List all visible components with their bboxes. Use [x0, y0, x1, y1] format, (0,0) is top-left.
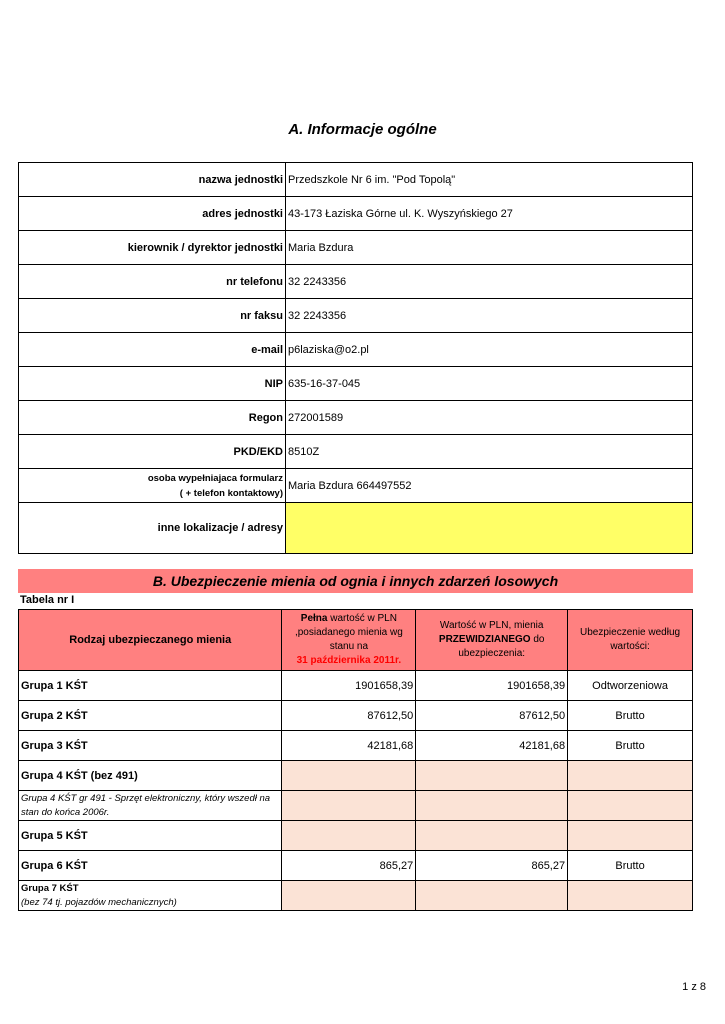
header-asset-type: Rodzaj ubezpieczanego mienia — [19, 610, 282, 671]
row-name-note: (bez 74 tj. pojazdów mechanicznych) — [21, 896, 177, 908]
header-full-bold: Pełna — [300, 613, 328, 624]
info-label: nr telefonu — [19, 265, 286, 299]
section-a-title: A. Informacje ogólne — [288, 121, 437, 138]
row-insured-value[interactable] — [416, 881, 568, 911]
table-label: Tabela nr I — [20, 594, 75, 606]
info-label: Regon — [19, 401, 286, 435]
row-name: Grupa 5 KŚT — [19, 821, 282, 851]
info-label: inne lokalizacje / adresy — [19, 503, 286, 554]
header-full-value — [282, 610, 416, 671]
info-value: p6laziska@o2.pl — [286, 333, 693, 367]
info-value-input[interactable] — [286, 503, 693, 554]
row-insured-value[interactable]: 1901658,39 — [416, 671, 568, 701]
row-insured-value[interactable] — [416, 791, 568, 821]
header-insured-post: do ubezpieczenia: — [458, 634, 545, 659]
info-value: Maria Bzdura 664497552 — [286, 469, 693, 503]
info-label: adres jednostki — [19, 197, 286, 231]
row-basis[interactable]: Brutto — [568, 851, 693, 881]
info-label: e-mail — [19, 333, 286, 367]
table-row — [19, 761, 693, 791]
row-basis[interactable]: Odtworzeniowa — [568, 671, 693, 701]
row-full-value[interactable] — [282, 791, 416, 821]
row-basis[interactable]: Brutto — [568, 701, 693, 731]
row-insured-value[interactable] — [416, 761, 568, 791]
info-value: 32 2243356 — [286, 299, 693, 333]
info-label: NIP — [19, 367, 286, 401]
assets-table — [18, 609, 693, 911]
table-row — [19, 881, 693, 911]
row-name: Grupa 4 KŚT gr 491 - Sprzęt elektroniczny, który wszedł na stan do końca 2006r. — [19, 791, 282, 821]
row-insured-value[interactable]: 42181,68 — [416, 731, 568, 761]
info-value: Maria Bzdura — [286, 231, 693, 265]
table-row — [19, 671, 693, 701]
table-row — [19, 821, 693, 851]
header-basis: Ubezpieczenie według wartości: — [568, 610, 693, 671]
info-label-line: osoba wypełniajaca formularz — [147, 472, 283, 484]
row-basis[interactable] — [568, 881, 693, 911]
info-row — [19, 435, 693, 469]
row-basis[interactable] — [568, 761, 693, 791]
row-full-value[interactable] — [282, 881, 416, 911]
page-number: 1 z 8 — [682, 981, 706, 993]
assets-header-row — [19, 610, 693, 671]
row-name — [19, 881, 282, 911]
info-row — [19, 333, 693, 367]
row-insured-value[interactable]: 87612,50 — [416, 701, 568, 731]
row-name-line: Grupa 7 KŚT — [21, 882, 79, 894]
info-row — [19, 197, 693, 231]
info-label: nazwa jednostki — [19, 163, 286, 197]
info-label: kierownik / dyrektor jednostki — [19, 231, 286, 265]
row-insured-value[interactable] — [416, 821, 568, 851]
info-label-line: ( + telefon kontaktowy) — [179, 487, 283, 499]
info-row — [19, 367, 693, 401]
general-info-table — [18, 162, 693, 554]
info-value: 635-16-37-045 — [286, 367, 693, 401]
info-row — [19, 503, 693, 554]
row-name: Grupa 3 KŚT — [19, 731, 282, 761]
info-row — [19, 265, 693, 299]
info-row — [19, 469, 693, 503]
table-row — [19, 731, 693, 761]
row-basis[interactable] — [568, 791, 693, 821]
row-basis[interactable]: Brutto — [568, 731, 693, 761]
info-value: 272001589 — [286, 401, 693, 435]
table-row — [19, 851, 693, 881]
row-name: Grupa 4 KŚT (bez 491) — [19, 761, 282, 791]
info-row — [19, 401, 693, 435]
header-insured-bold: PRZEWIDZIANEGO — [438, 634, 531, 645]
header-insured-pre: Wartość w PLN, mienia — [439, 620, 544, 631]
table-row — [19, 701, 693, 731]
row-full-value[interactable]: 865,27 — [282, 851, 416, 881]
section-b-title: B. Ubezpieczenie mienia od ognia i innych zdarzeń losowych — [18, 569, 693, 593]
info-label: PKD/EKD — [19, 435, 286, 469]
info-label — [19, 469, 286, 503]
row-name: Grupa 6 KŚT — [19, 851, 282, 881]
info-value: Przedszkole Nr 6 im. "Pod Topolą" — [286, 163, 693, 197]
row-name: Grupa 2 KŚT — [19, 701, 282, 731]
table-row — [19, 791, 693, 821]
row-full-value[interactable]: 1901658,39 — [282, 671, 416, 701]
row-full-value[interactable]: 87612,50 — [282, 701, 416, 731]
row-full-value[interactable] — [282, 821, 416, 851]
header-full-date: 31 października 2011r. — [296, 655, 402, 666]
row-basis[interactable] — [568, 821, 693, 851]
info-row — [19, 231, 693, 265]
info-row — [19, 299, 693, 333]
info-row — [19, 163, 693, 197]
row-full-value[interactable]: 42181,68 — [282, 731, 416, 761]
header-full-text: wartość w PLN ,posiadanego mienia wg stanu na — [294, 613, 403, 652]
row-full-value[interactable] — [282, 761, 416, 791]
header-insured-value — [416, 610, 568, 671]
info-value: 32 2243356 — [286, 265, 693, 299]
row-insured-value[interactable]: 865,27 — [416, 851, 568, 881]
info-value: 43-173 Łaziska Górne ul. K. Wyszyńskiego 27 — [286, 197, 693, 231]
info-label: nr faksu — [19, 299, 286, 333]
row-name: Grupa 1 KŚT — [19, 671, 282, 701]
info-value: 8510Z — [286, 435, 693, 469]
